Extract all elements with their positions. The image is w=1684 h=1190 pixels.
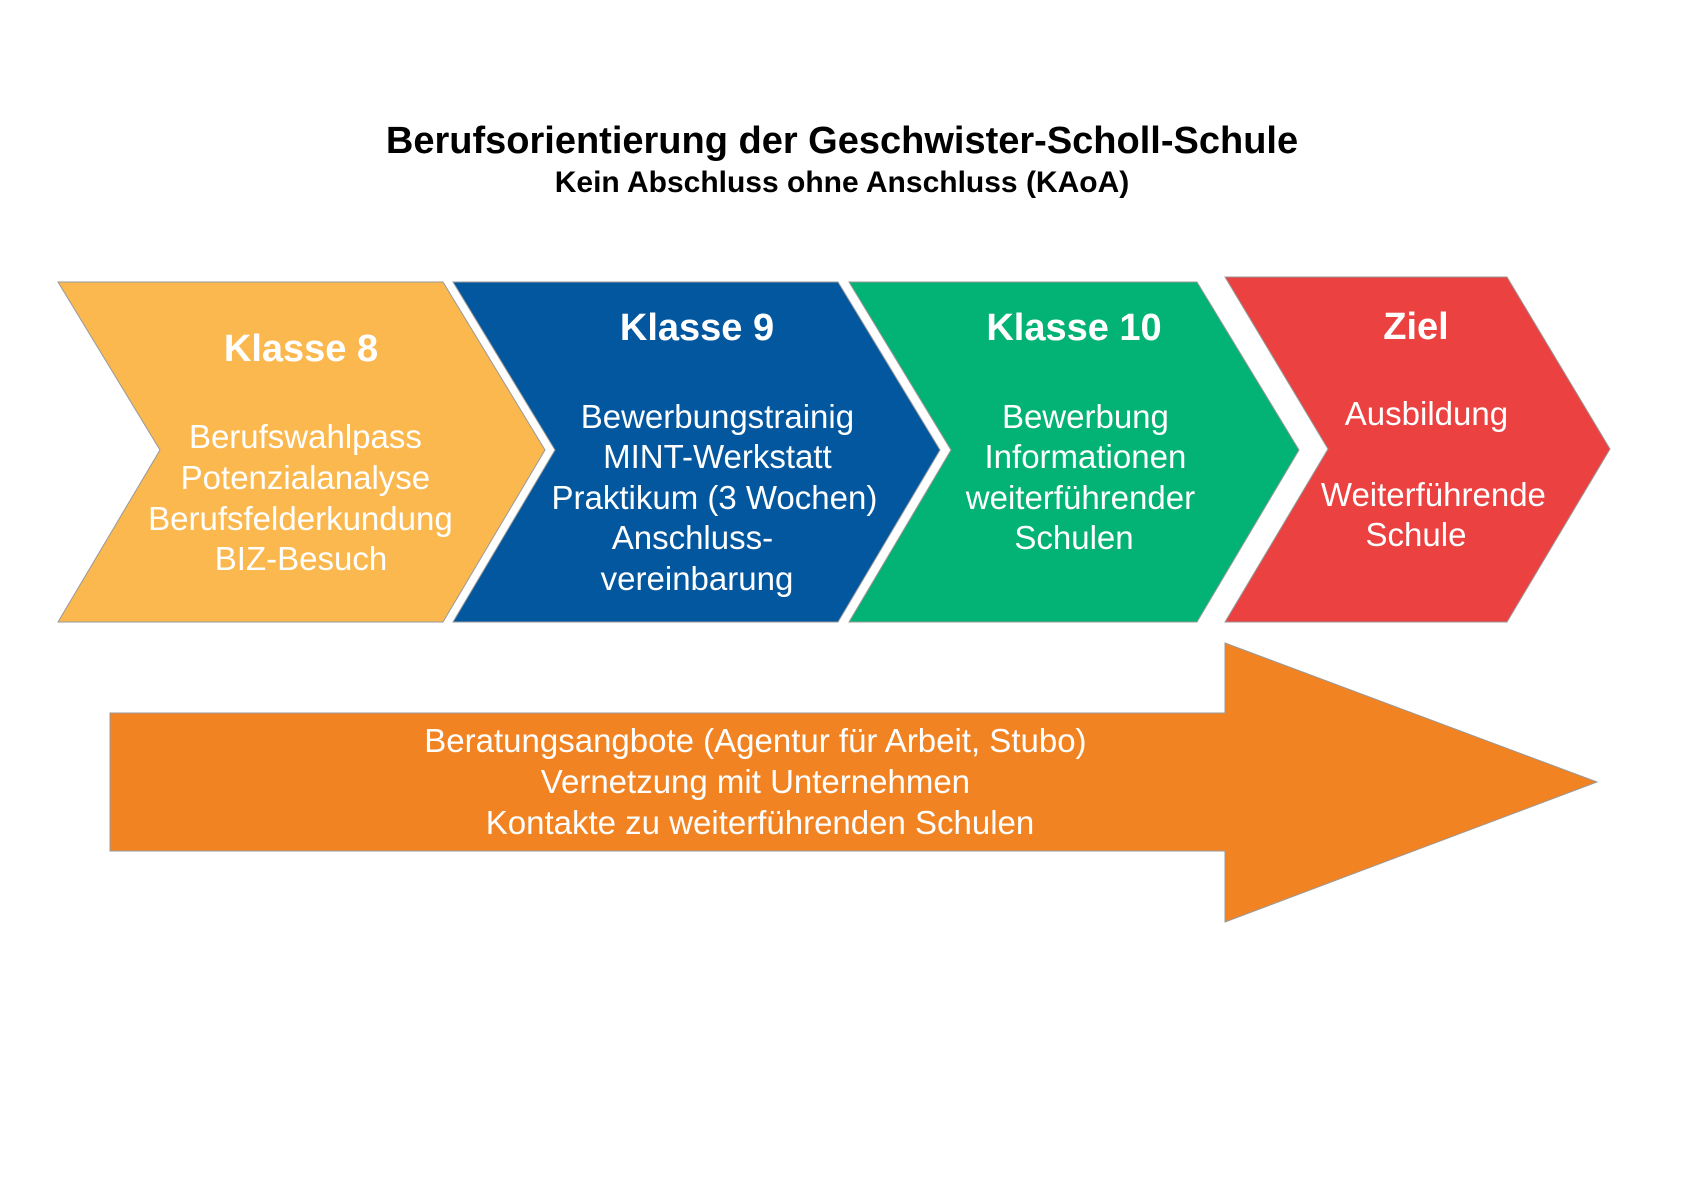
stage-heading: Klasse 8 <box>223 328 379 370</box>
stage-heading: Klasse 9 <box>619 307 775 349</box>
stage-item: Berufswahlpass <box>188 418 422 455</box>
support-item: Kontakte zu weiterführenden Schulen <box>485 804 1035 841</box>
stage-item: Berufsfelderkundung <box>148 500 453 537</box>
page-subtitle: Kein Abschluss ohne Anschluss (KAoA) <box>554 166 1130 199</box>
stage-item: Bewerbung <box>1001 398 1169 435</box>
stage-item: Potenzialanalyse <box>180 459 431 496</box>
page-title: Berufsorientierung der Geschwister-Scholl-Schule <box>385 120 1299 162</box>
stage-klasse-8 <box>58 282 545 622</box>
stage-heading: Klasse 10 <box>986 307 1162 349</box>
stage-heading: Ziel <box>1383 306 1449 348</box>
stage-item: Informationen <box>984 438 1187 475</box>
support-arrow-group <box>110 643 1597 922</box>
stage-item: Anschluss- <box>611 519 774 556</box>
stage-item: Ausbildung <box>1344 395 1509 432</box>
stage-item: Schule <box>1365 516 1467 553</box>
stage-item: Weiterführende <box>1320 476 1546 513</box>
stage-item: BIZ-Besuch <box>214 540 388 577</box>
stage-item: vereinbarung <box>600 560 794 597</box>
support-item: Vernetzung mit Unternehmen <box>540 763 971 800</box>
stage-item: weiterführender <box>965 479 1196 516</box>
support-item: Beratungsangbote (Agentur für Arbeit, Stubo) <box>424 722 1087 759</box>
stage-item: MINT-Werkstatt <box>603 438 832 475</box>
stage-item: Bewerbungstrainig <box>580 398 855 435</box>
stage-item: Schulen <box>1014 519 1134 556</box>
stage-item: Praktikum (3 Wochen) <box>551 479 878 516</box>
